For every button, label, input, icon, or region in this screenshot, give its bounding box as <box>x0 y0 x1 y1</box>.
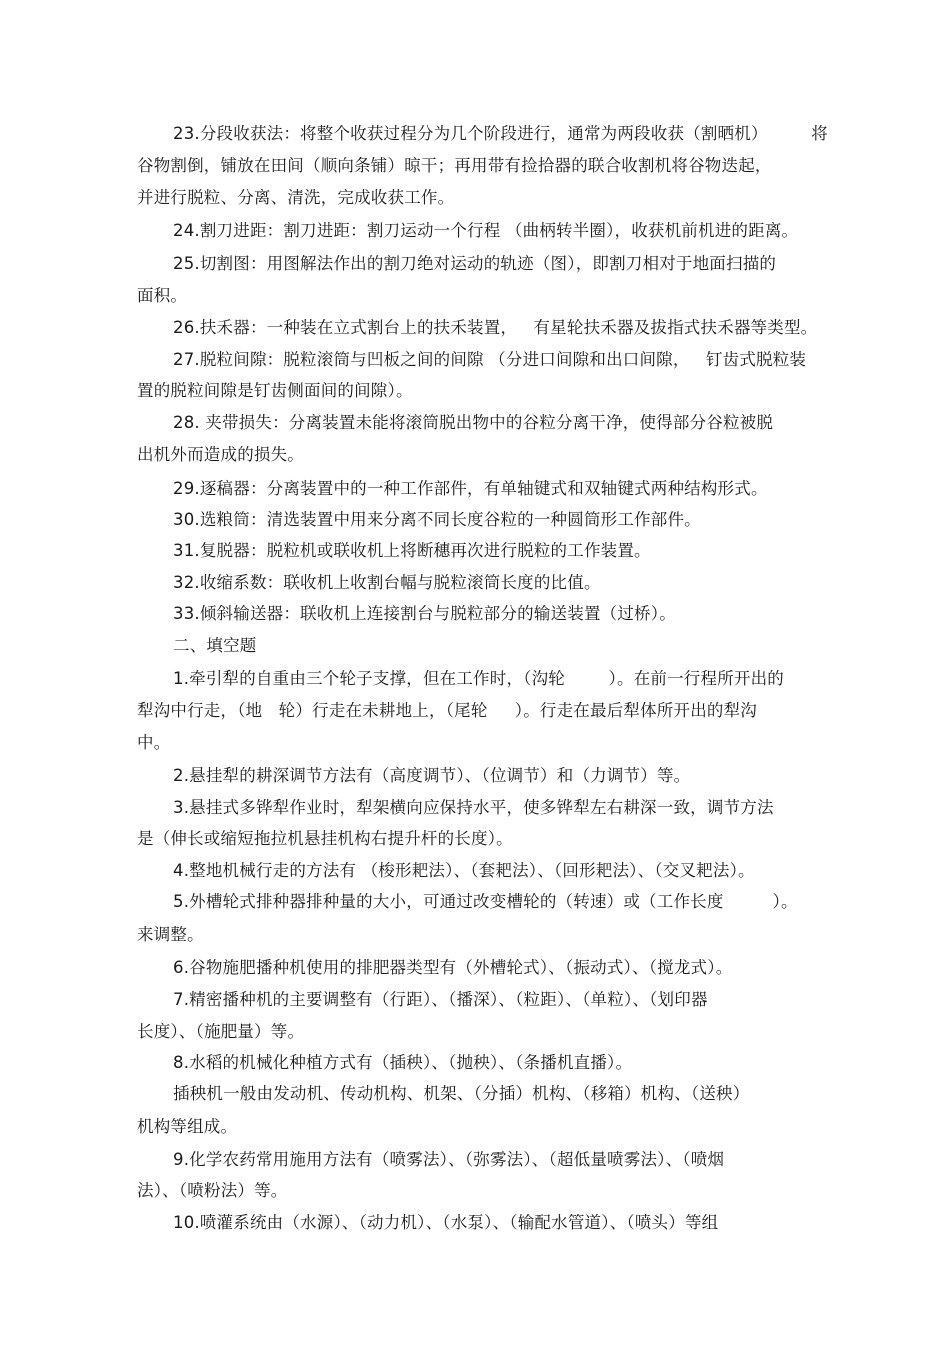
text-line: 5.外槽轮式排种器排种量的大小，可通过改变槽轮的（转速）或（工作长度 ）。 <box>173 892 798 911</box>
text-line: 面积。 <box>137 286 188 305</box>
text-line: 3.悬挂式多铧犁作业时，犁架横向应保持水平，使多铧犁左右耕深一致，调节方法 <box>173 798 774 817</box>
text-line: 并进行脱粒、分离、清洗，完成收获工作。 <box>137 188 455 207</box>
text-line: 27.脱粒间隙：脱粒滚筒与凹板之间的间隙 （分进口间隙和出口间隙， 钉齿式脱粒装 <box>173 350 807 369</box>
text-line: 23.分段收获法：将整个收获过程分为几个阶段进行，通常为两段收获（割晒机） 将 <box>173 124 828 143</box>
text-line: 10.喷灌系统由（水源）、（动力机）、（水泵）、（输配水管道）、（喷头）等组 <box>173 1213 719 1232</box>
text-line: 出机外而造成的损失。 <box>137 445 304 464</box>
text-line: 来调整。 <box>137 925 204 944</box>
text-line: 置的脱粒间隙是钉齿侧面间的间隙）。 <box>137 381 413 400</box>
text-line: 26.扶禾器：一种装在立式割台上的扶禾装置， 有星轮扶禾器及拔指式扶禾器等类型。 <box>173 318 818 337</box>
text-line: 9.化学农药常用施用方法有（喷雾法）、（弥雾法）、（超低量喷雾法）、（喷烟 <box>173 1150 725 1169</box>
text-line: 32.收缩系数：联收机上收割台幅与脱粒滚筒长度的比值。 <box>173 573 601 592</box>
text-line: 长度）、（施肥量）等。 <box>137 1022 305 1041</box>
text-line: 中。 <box>137 733 171 752</box>
text-line: 1.牵引犁的自重由三个轮子支撑，但在工作时，（沟轮 ）。在前一行程所开出的 <box>173 669 785 688</box>
text-line: 6.谷物施肥播种机使用的排肥器类型有（外槽轮式）、（振动式）、（搅龙式）。 <box>173 958 733 977</box>
text-line: 29.逐稿器：分离装置中的一种工作部件，有单轴键式和双轴键式两种结构形式。 <box>173 479 768 498</box>
text-line: 4.整地机械行走的方法有 （梭形耙法）、（套耙法）、（回形耙法）、（交叉耙法）。 <box>173 861 755 880</box>
text-line: 28. 夹带损失：分离装置未能将滚筒脱出物中的谷粒分离干净，使得部分谷粒被脱 <box>173 413 774 432</box>
text-line: 7.精密播种机的主要调整有（行距）、（播深）、（粒距）、（单粒）、（划印器 <box>173 990 708 1009</box>
text-line: 31.复脱器：脱粒机或联收机上将断穗再次进行脱粒的工作装置。 <box>173 541 651 560</box>
text-line: 机构等组成。 <box>137 1117 238 1136</box>
section-heading: 二、填空题 <box>173 636 257 655</box>
text-line: 25.切割图：用图解法作出的割刀绝对运动的轨迹（图），即割刀相对于地面扫描的 <box>173 254 777 273</box>
text-line: 30.选粮筒：清选装置中用来分离不同长度谷粒的一种圆筒形工作部件。 <box>173 510 701 529</box>
text-line: 24.割刀进距：割刀进距：割刀运动一个行程 （曲柄转半圈），收获机前机进的距离。 <box>173 221 799 240</box>
text-line: 8.水稻的机械化种植方式有（插秧）、（抛秧）、（条播机直播）。 <box>173 1053 633 1072</box>
text-line: 是（伸长或缩短拖拉机悬挂机构右提升杆的长度）。 <box>137 829 513 848</box>
text-line: 谷物割倒，铺放在田间（顺向条铺）晾干；再用带有捡拾器的联合收割机将谷物迭起， <box>137 156 772 175</box>
text-line: 2.悬挂犁的耕深调节方法有（高度调节）、（位调节）和（力调节）等。 <box>173 766 691 785</box>
text-line: 33.倾斜输送器：联收机上连接割台与脱粒部分的输送装置（过桥）。 <box>173 604 676 623</box>
text-line: 法）、（喷粉法）等。 <box>137 1181 288 1200</box>
text-line: 犁沟中行走，（地 轮）行走在未耕地上，（尾轮 ）。行走在最后犁体所开出的犁沟 <box>137 701 758 720</box>
text-line: 插秧机一般由发动机、传动机构、机架、（分插）机构、（移箱）机构、（送秧） <box>173 1084 750 1103</box>
